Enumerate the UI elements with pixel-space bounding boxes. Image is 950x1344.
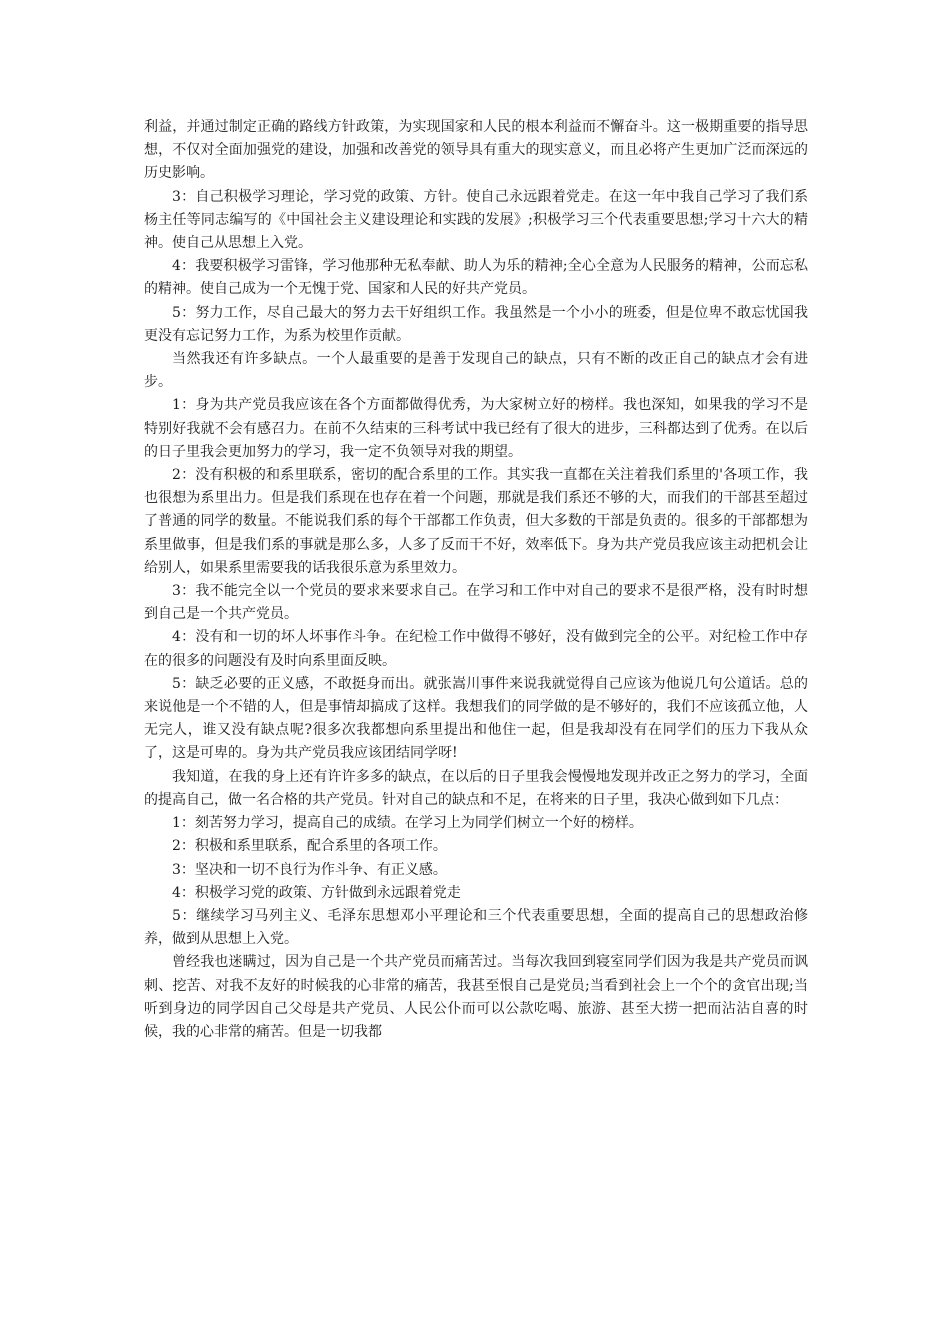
paragraph: 5：继续学习马列主义、毛泽东思想邓小平理论和三个代表重要思想，全面的提高自己的思想政治修养，做到从思想上入党。 [144,907,808,948]
paragraph: 3：坚决和一切不良行为作斗争、有正义感。 [172,861,447,878]
paragraph: 5：努力工作，尽自己最大的努力去干好组织工作。我虽然是一个小小的班委，但是位卑不敢忘忧国我更没有忘记努力工作，为系为校里作贡献。 [144,304,808,344]
paragraph: 4：我要积极学习雷锋，学习他那种无私奉献、助人为乐的精神;全心全意为人民服务的精神，公而忘私的精神。使自己成为一个无愧于党、国家和人民的好共产党员。 [144,258,808,298]
paragraph: 2：没有积极的和系里联系，密切的配合系里的工作。其实我一直都在关注着我们系里的'各项工作，我也很想为系里出力。但是我们系现在也存在着一个问题，那就是我们系还不够的大，而我们的干部甚至超过了普通的同学的数量。不能说我们系的每个干部都工作负责，但大多数的干部是负责的。很多的干部都想为系里做事，但是我们系的事就是那么多，人多了反而干不好，效率低下。身为共产党员我应该主动把机会让给别人，如果系里需要我的话我很乐意为系里效力。 [144,467,808,576]
paragraph-continued: 利益，并通过制定正确的路线方针政策，为实现国家和人民的根本利益而不懈奋斗。这一极期重要的指导思想，不仅对全面加强党的建设，加强和改善党的领导具有重大的现实意义，而且必将产生更加广泛而深远的历史影响。 [144,119,808,182]
paragraph: 4：没有和一切的坏人坏事作斗争。在纪检工作中做得不够好，没有做到完全的公平。对纪检工作中存在的很多的问题没有及时向系里面反映。 [144,629,808,669]
document-body [144,116,808,1044]
paragraph: 4：积极学习党的政策、方针做到永远跟着党走 [172,884,461,901]
paragraph: 1：身为共产党员我应该在各个方面都做得优秀，为大家树立好的榜样。我也深知，如果我的学习不是特别好我就不会有感召力。在前不久结束的三科考试中我已经有了很大的进步，三科都达到了优秀。在以后的日子里我会更加努力的学习，我一定不负领导对我的期望。 [144,397,808,460]
paragraph: 3：我不能完全以一个党员的要求来要求自己。在学习和工作中对自己的要求不是很严格，没有时时想到自己是一个共产党员。 [144,583,808,623]
paragraph: 曾经我也迷瞒过，因为自己是一个共产党员而痛苦过。当每次我回到寝室同学们因为我是共产党员而讽刺、挖苦、对我不友好的时候我的心非常的痛苦，我甚至恨自己是党员;当看到社会上一个个的贪官出现;当听到身边的同学因自己父母是共产党员、人民公仆而可以公款吃喝、旅游、甚至大捞一把而沾沾自喜的时候，我的心非常的痛苦。但是一切我都 [144,954,808,1040]
paragraph: 当然我还有许多缺点。一个人最重要的是善于发现自己的缺点，只有不断的改正自己的缺点才会有进步。 [144,351,808,391]
paragraph: 3：自己积极学习理论，学习党的政策、方针。使自己永远跟着党走。在这一年中我自己学习了我们系杨主任等同志编写的《中国社会主义建设理论和实践的发展》;积极学习三个代表重要思想;学习十六大的精神。使自己从思想上入党。 [144,188,808,252]
paragraph: 1：刻苦努力学习，提高自己的成绩。在学习上为同学们树立一个好的榜样。 [172,815,643,832]
paragraph: 5：缺乏必要的正义感，不敢挺身而出。就张嵩川事件来说我就觉得自己应该为他说几句公道话。总的来说他是一个不错的人，但是事情却搞成了这样。我想我们的同学做的是不够好的，我们不应该孤立他，人无完人，谁又没有缺点呢?很多次我都想向系里提出和他住一起，但是我却没有在同学们的压力下我从众了，这是可卑的。身为共产党员我应该团结同学呀! [144,675,808,762]
paragraph: 我知道，在我的身上还有许许多多的缺点，在以后的日子里我会慢慢地发现并改正之努力的学习，全面的提高自己，做一名合格的共产党员。针对自己的缺点和不足，在将来的日子里，我决心做到如下几点： [144,768,808,808]
paragraph: 2：积极和系里联系，配合系里的各项工作。 [172,838,447,855]
